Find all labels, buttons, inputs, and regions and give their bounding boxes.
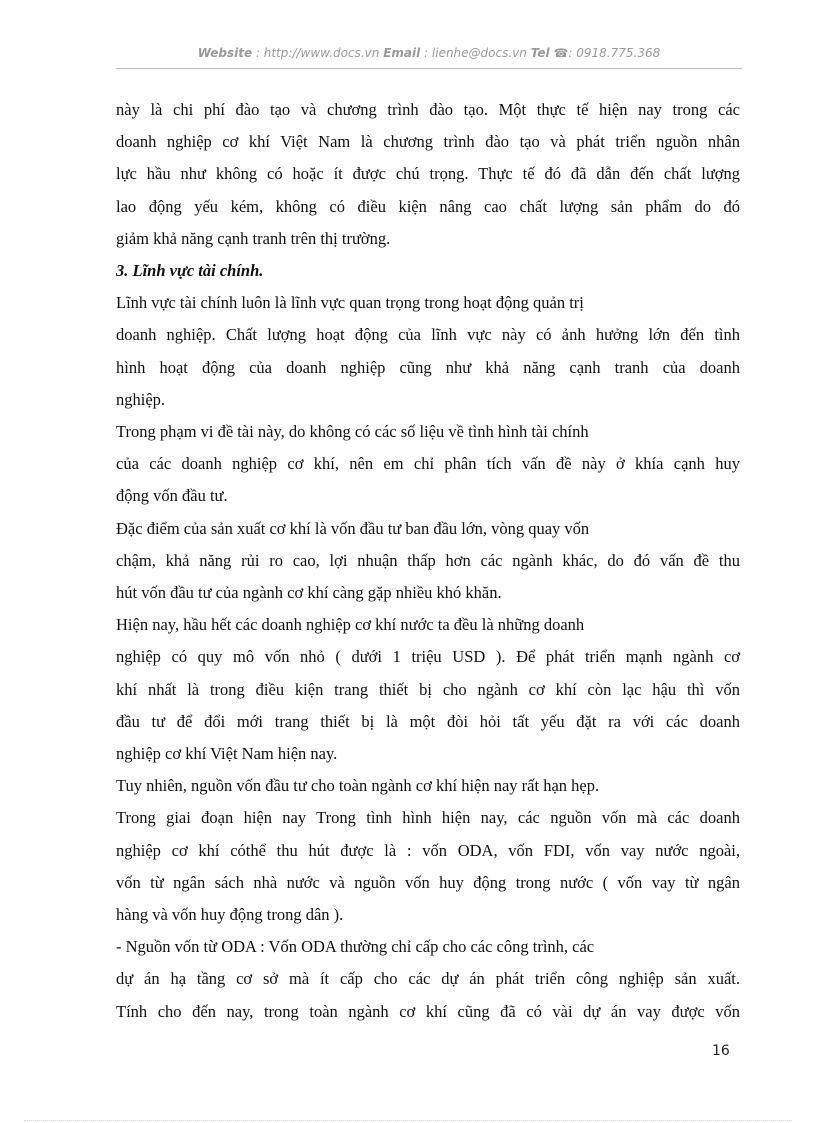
website-label: Website	[197, 46, 253, 60]
body-line: lao động yếu kém, không có điều kiện nâng cao chất lượng sản phẩm do đó	[116, 196, 740, 216]
body-line: Lĩnh vực tài chính luôn là lĩnh vực quan trọng trong hoạt động quản trị	[116, 293, 584, 313]
tel-label: Tel	[530, 46, 550, 60]
body-line: nghiệp có quy mô vốn nhỏ ( dưới 1 triệu USD ). Để phát triển mạnh ngành cơ	[116, 647, 740, 667]
tel-number: : 0918.775.368	[568, 46, 661, 60]
header-divider	[116, 68, 742, 69]
email-address[interactable]: : lienhe@docs.vn	[424, 46, 527, 60]
body-line: hút vốn đầu tư của ngành cơ khí càng gặp nhiều khó khăn.	[116, 583, 502, 603]
body-line: giảm khả năng cạnh tranh trên thị trường.	[116, 228, 391, 248]
body-line: Đặc điểm của sản xuất cơ khí là vốn đầu tư ban đầu lớn, vòng quay vốn	[116, 518, 590, 538]
body-line: nghiệp.	[116, 389, 166, 409]
body-line: khí nhất là trong điều kiện trang thiết bị cho ngành cơ khí còn lạc hậu thì vốn	[116, 679, 740, 699]
document-body	[116, 94, 740, 1028]
body-line: Hiện nay, hầu hết các doanh nghiệp cơ khí nước ta đều là những doanh	[116, 615, 585, 635]
body-line: lực hầu như không có hoặc ít được chú trọng. Thực tế đó đã dẫn đến chất lượng	[116, 164, 740, 184]
phone-icon: ☎	[553, 46, 569, 60]
body-line: Tính cho đến nay, trong toàn ngành cơ khí cũng đã có vài dự án vay được vốn	[116, 1001, 740, 1021]
email-label: Email	[383, 46, 421, 60]
body-line: - Nguồn vốn từ ODA : Vốn ODA thường chỉ cấp cho các công trình, các	[116, 937, 595, 957]
body-line: hình hoạt động của doanh nghiệp cũng như khả năng cạnh tranh của doanh	[116, 357, 740, 377]
body-line: nghiệp cơ khí cóthể thu hút được là : vốn ODA, vốn FDI, vốn vay nước ngoài,	[116, 840, 740, 860]
body-line: Trong phạm vi đề tài này, do không có các số liệu về tình hình tài chính	[116, 422, 589, 442]
body-line: đầu tư để đổi mới trang thiết bị là một đòi hỏi tất yếu đặt ra với các doanh	[116, 711, 740, 731]
body-line: chậm, khả năng rủi ro cao, lợi nhuận thấp hơn các ngành khác, do đó vấn đề thu	[116, 550, 740, 570]
body-line: nghiệp cơ khí Việt Nam hiện nay.	[116, 744, 338, 764]
body-line: doanh nghiệp. Chất lượng hoạt động của lĩnh vực này có ảnh hưởng lớn đến tình	[116, 325, 740, 345]
body-line: doanh nghiệp cơ khí Việt Nam là chương trình đào tạo và phát triển nguồn nhân	[116, 132, 740, 152]
body-line: vốn từ ngân sách nhà nước và nguồn vốn huy động trong nước ( vốn vay từ ngân	[116, 872, 740, 892]
section-heading: 3. Lĩnh vực tài chính.	[116, 261, 264, 281]
body-line: này là chi phí đào tạo và chương trình đào tạo. Một thực tế hiện nay trong các	[116, 100, 740, 119]
body-line: của các doanh nghiệp cơ khí, nên em chỉ phân tích vấn đề này ở khía cạnh huy	[116, 454, 740, 474]
body-line: dự án hạ tầng cơ sở mà ít cấp cho các dự án phát triển công nghiệp sản xuất.	[116, 969, 740, 989]
body-line: hàng và vốn huy động trong dân ).	[116, 905, 344, 925]
page-header	[116, 46, 742, 60]
footer-divider	[24, 1120, 792, 1121]
body-line: Tuy nhiên, nguồn vốn đầu tư cho toàn ngành cơ khí hiện nay rất hạn hẹp.	[116, 776, 600, 796]
website-url[interactable]: : http://www.docs.vn	[255, 46, 380, 60]
body-line: động vốn đầu tư.	[116, 486, 228, 506]
page-number: 16	[712, 1043, 730, 1059]
body-line: Trong giai đoạn hiện nay Trong tình hình hiện nay, các nguồn vốn mà các doanh	[116, 808, 740, 828]
